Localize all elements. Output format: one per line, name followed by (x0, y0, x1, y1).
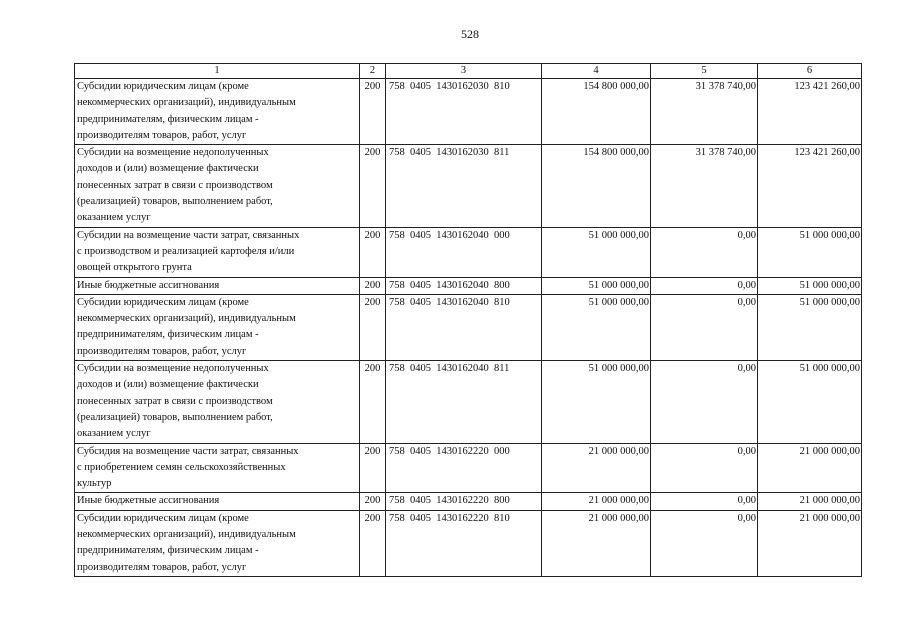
item-name-line: некоммерческих организаций), индивидуальным (77, 313, 296, 325)
item-name-line: Иные бюджетные ассигнования (77, 495, 220, 507)
grbs-code-cell: 200 (360, 294, 386, 360)
executed-amount-cell: 0,00 (651, 493, 758, 510)
item-name-cell (75, 294, 360, 360)
table-row (75, 294, 862, 360)
table-row (75, 510, 862, 576)
executed-amount-cell: 0,00 (651, 294, 758, 360)
executed-amount-cell: 0,00 (651, 277, 758, 294)
table-row (75, 277, 862, 294)
column-header-3: 3 (386, 64, 542, 79)
budget-table (74, 63, 862, 577)
grbs-code-cell: 200 (360, 443, 386, 493)
approved-amount-cell: 51 000 000,00 (542, 227, 651, 277)
item-name-line: доходов и (или) возмещение фактически (77, 379, 259, 391)
column-number-row (75, 64, 862, 79)
approved-amount-cell: 51 000 000,00 (542, 361, 651, 443)
item-name-line: некоммерческих организаций), индивидуальным (77, 529, 296, 541)
grbs-code-cell: 200 (360, 145, 386, 227)
approved-amount-cell: 21 000 000,00 (542, 443, 651, 493)
column-header-4: 4 (542, 64, 651, 79)
column-header-5: 5 (651, 64, 758, 79)
item-name-line: производителям товаров, работ, услуг (77, 561, 247, 573)
item-name-cell (75, 277, 360, 294)
executed-amount-cell: 0,00 (651, 443, 758, 493)
item-name-line: (реализацией) товаров, выполнением работ, (77, 196, 273, 208)
budget-code-cell: 758 0405 1430162220 810 (386, 510, 542, 576)
remaining-amount-cell: 51 000 000,00 (758, 277, 862, 294)
item-name-line: Субсидии юридическим лицам (кроме (77, 296, 249, 308)
item-name-line: предпринимателям, физическим лицам - (77, 113, 259, 125)
budget-code-cell: 758 0405 1430162220 000 (386, 443, 542, 493)
budget-code-cell: 758 0405 1430162040 800 (386, 277, 542, 294)
approved-amount-cell: 154 800 000,00 (542, 145, 651, 227)
budget-code-cell: 758 0405 1430162220 800 (386, 493, 542, 510)
item-name-cell (75, 79, 360, 145)
item-name-line: понесенных затрат в связи с производством (77, 179, 273, 191)
column-header-1: 1 (75, 64, 360, 79)
item-name-line: Субсидии юридическим лицам (кроме (77, 81, 249, 92)
item-name-line: Субсидия на возмещение части затрат, связанных (77, 445, 299, 457)
approved-amount-cell: 21 000 000,00 (542, 493, 651, 510)
item-name-line: предпринимателям, физическим лицам - (77, 545, 259, 557)
table-row (75, 443, 862, 493)
grbs-code-cell: 200 (360, 227, 386, 277)
table-row (75, 227, 862, 277)
item-name-line: понесенных затрат в связи с производством (77, 395, 273, 407)
approved-amount-cell: 51 000 000,00 (542, 294, 651, 360)
executed-amount-cell: 0,00 (651, 227, 758, 277)
table-body (75, 64, 862, 577)
remaining-amount-cell: 51 000 000,00 (758, 227, 862, 277)
item-name-line: предпринимателям, физическим лицам - (77, 329, 259, 341)
table-row (75, 361, 862, 443)
remaining-amount-cell: 123 421 260,00 (758, 79, 862, 145)
item-name-line: доходов и (или) возмещение фактически (77, 163, 259, 175)
executed-amount-cell: 31 378 740,00 (651, 79, 758, 145)
item-name-line: с приобретением семян сельскохозяйственных (77, 461, 286, 473)
item-name-line: Субсидии юридическим лицам (кроме (77, 512, 249, 524)
budget-code-cell: 758 0405 1430162040 810 (386, 294, 542, 360)
grbs-code-cell: 200 (360, 493, 386, 510)
remaining-amount-cell: 51 000 000,00 (758, 294, 862, 360)
grbs-code-cell: 200 (360, 277, 386, 294)
budget-code-cell: 758 0405 1430162030 810 (386, 79, 542, 145)
approved-amount-cell: 154 800 000,00 (542, 79, 651, 145)
column-header-6: 6 (758, 64, 862, 79)
executed-amount-cell: 31 378 740,00 (651, 145, 758, 227)
table-row (75, 79, 862, 145)
item-name-line: Иные бюджетные ассигнования (77, 279, 220, 291)
item-name-line: оказанием услуг (77, 212, 151, 224)
grbs-code-cell: 200 (360, 510, 386, 576)
executed-amount-cell: 0,00 (651, 361, 758, 443)
item-name-cell (75, 361, 360, 443)
grbs-code-cell: 200 (360, 361, 386, 443)
item-name-line: Субсидии на возмещение недополученных (77, 363, 269, 375)
grbs-code-cell: 200 (360, 79, 386, 145)
column-header-2: 2 (360, 64, 386, 79)
item-name-line: овощей открытого грунта (77, 262, 192, 274)
item-name-line: Субсидии на возмещение части затрат, связанных (77, 229, 300, 241)
remaining-amount-cell: 21 000 000,00 (758, 443, 862, 493)
budget-code-cell: 758 0405 1430162040 811 (386, 361, 542, 443)
item-name-line: некоммерческих организаций), индивидуальным (77, 97, 296, 109)
item-name-line: Субсидии на возмещение недополученных (77, 147, 269, 159)
budget-code-cell: 758 0405 1430162040 000 (386, 227, 542, 277)
approved-amount-cell: 21 000 000,00 (542, 510, 651, 576)
page-number: 528 (461, 27, 479, 41)
item-name-cell (75, 510, 360, 576)
table-row (75, 145, 862, 227)
remaining-amount-cell: 123 421 260,00 (758, 145, 862, 227)
item-name-line: производителям товаров, работ, услуг (77, 345, 247, 357)
approved-amount-cell: 51 000 000,00 (542, 277, 651, 294)
item-name-line: производителям товаров, работ, услуг (77, 129, 247, 141)
item-name-line: с производством и реализацией картофеля и/или (77, 245, 295, 257)
executed-amount-cell: 0,00 (651, 510, 758, 576)
item-name-line: культур (77, 478, 112, 490)
table-row (75, 493, 862, 510)
item-name-cell (75, 227, 360, 277)
item-name-cell (75, 493, 360, 510)
item-name-line: оказанием услуг (77, 428, 151, 440)
remaining-amount-cell: 21 000 000,00 (758, 493, 862, 510)
remaining-amount-cell: 21 000 000,00 (758, 510, 862, 576)
item-name-cell (75, 443, 360, 493)
budget-code-cell: 758 0405 1430162030 811 (386, 145, 542, 227)
item-name-line: (реализацией) товаров, выполнением работ, (77, 411, 273, 423)
item-name-cell (75, 145, 360, 227)
remaining-amount-cell: 51 000 000,00 (758, 361, 862, 443)
